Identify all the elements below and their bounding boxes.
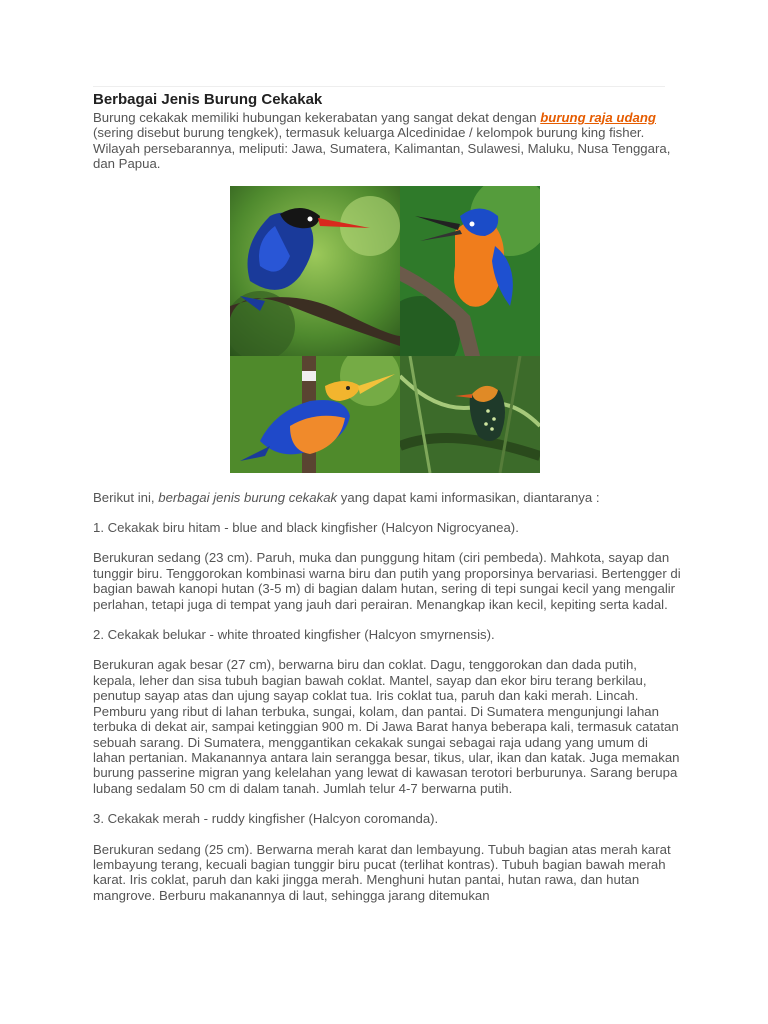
article (93, 91, 683, 903)
article-title: Berbagai Jenis Burung Cekakak (93, 91, 323, 108)
list-intro-end: yang dapat kami informasikan, diantaranya : (337, 489, 600, 505)
list-intro-start: Berikut ini, (93, 489, 159, 505)
item-1-body: Berukuran sedang (23 cm). Paruh, muka dan punggung hitam (ciri pembeda). Mahkota, sayap dan tunggir biru. Tenggorokan kombinasi warna biru dan putih yang proporsinya bervariasi. Bertengger di bagian bawah kanopi hutan (3-5 m) di bagian dalam hutan, sering di tepi sungai kecil yang mengalir perlahan, tetapi juga di tempat yang jauh dari perairan. Menangkap ikan kecil, kepiting serta kadal. (93, 550, 681, 612)
intro-paragraph (93, 110, 683, 172)
top-divider (93, 86, 665, 87)
list-intro-emphasis: berbagai jenis burung cekakak (158, 489, 338, 505)
intro-text-start: Burung cekakak memiliki hubungan kekerabatan yang sangat dekat dengan (93, 110, 541, 125)
kingfisher-photo-3 (230, 356, 400, 473)
item-2-heading: 2. Cekakak belukar - white throated kingfisher (Halcyon smyrnensis). (93, 627, 495, 643)
kingfisher-photo-1 (230, 186, 400, 356)
item-3-body: Berukuran sedang (25 cm). Berwarna merah karat dan lembayung. Tubuh bagian atas merah karat lembayung terang, kecuali bagian tunggir biru pucat (terlihat kontras). Tubuh bagian bawah merah karat. Iris coklat, paruh dan kaki jingga merah. Menghuni hutan pantai, hutan rawa, dan hutan mangrove. Berburu makanannya di laut, sehingga jarang ditemukan (93, 841, 671, 903)
item-2-body: Berukuran agak besar (27 cm), berwarna biru dan coklat. Dagu, tenggorokan dan dada putih, kepala, leher dan sisa tubuh bagian bawah coklat. Mantel, sayap dan ekor biru terang berkilau, penutup sayap atas dan ujung sayap coklat tua. Iris coklat tua, paruh dan kaki merah. Lincah. Pemburu yang ribut di lahan terbuka, sungai, kolam, dan pantai. Di Sumatera mengunjungi lahan terbuka di dekat air, sampai ketinggian 900 m. Di Jawa Barat hanya beberapa kali, termasuk catatan sebuah sarang. Di Sumatera, menggantikan cekakak sungai sebagai raja udang yang umum di lahan pertanian. Makanannya antara lain serangga besar, tikus, ular, ikan dan katak. Juga memakan burung passerine migran yang kelelahan yang lewat di kawasan terotori berburunya. Sarang berupa lubang sedalam 50 cm di dalam tanah. Jumlah telur 4-7 berwarna putih. (93, 657, 680, 796)
item-1-heading: 1. Cekakak biru hitam - blue and black kingfisher (Halcyon Nigrocyanea). (93, 520, 519, 536)
intro-text-end: (sering disebut burung tengkek), termasuk keluarga Alcedinidae / kelompok burung king fisher. Wilayah persebarannya, meliputi: Jawa, Sumatera, Kalimantan, Sulawesi, Maluku, Nusa Tenggara, dan Papua. (93, 125, 671, 172)
kingfisher-photo-collage (230, 186, 540, 473)
burung-raja-udang-link[interactable]: burung raja udang (540, 110, 656, 125)
kingfisher-photo-2 (400, 186, 540, 356)
kingfisher-photo-4 (400, 356, 540, 473)
item-3-heading: 3. Cekakak merah - ruddy kingfisher (Halcyon coromanda). (93, 811, 439, 827)
list-intro (93, 490, 683, 505)
